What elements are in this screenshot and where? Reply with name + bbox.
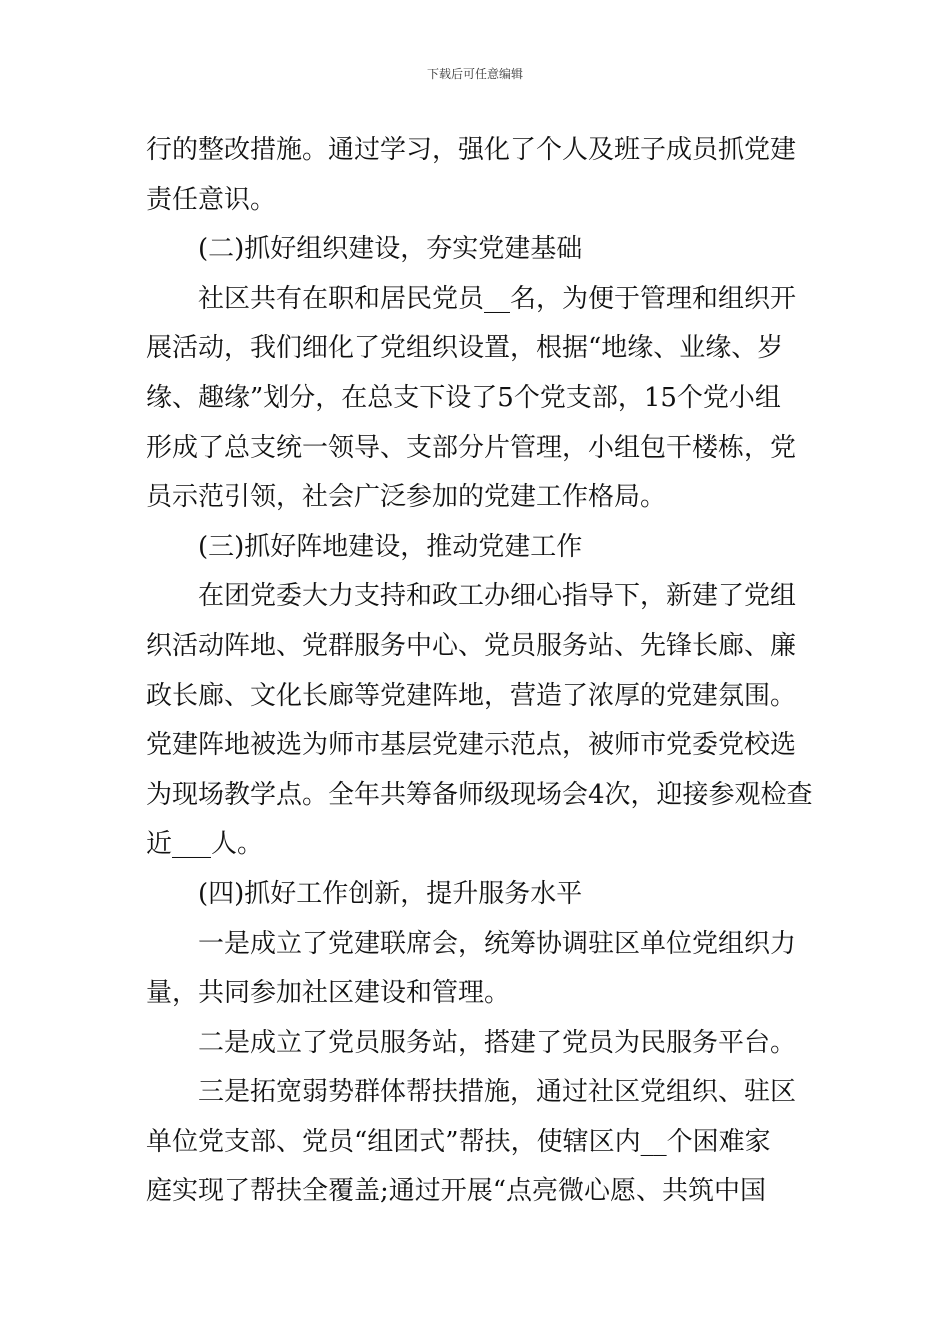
document-body xyxy=(146,126,818,1217)
section-heading: (四)抓好工作创新，提升服务水平 xyxy=(198,878,583,909)
text-line: 二是成立了党员服务站，搭建了党员为民服务平台。 xyxy=(198,1027,797,1058)
text-line: 三是拓宽弱势群体帮扶措施，通过社区党组织、驻区 xyxy=(198,1077,797,1108)
text-line: 党建阵地被选为师市基层党建示范点，被师市党委党校选 xyxy=(146,730,797,761)
text-line: 庭实现了帮扶全覆盖;通过开展“点亮微心愿、共筑中国 xyxy=(146,1176,767,1207)
text-line: 一是成立了党建联席会，统筹协调驻区单位党组织力 xyxy=(198,928,797,959)
text-line: 员示范引领，社会广泛参加的党建工作格局。 xyxy=(146,482,667,513)
text-line: 行的整改措施。通过学习，强化了个人及班子成员抓党建 xyxy=(146,135,797,165)
text-line: 在团党委大力支持和政工办细心指导下，新建了党组 xyxy=(198,581,797,612)
text-line: 单位党支部、党员“组团式”帮扶，使辖区内__个困难家 xyxy=(146,1126,771,1157)
text-line: 为现场教学点。全年共筹备师级现场会4次，迎接参观检查 xyxy=(146,779,813,810)
text-line: 责任意识。 xyxy=(146,184,277,215)
text-line: 近___人。 xyxy=(146,829,264,860)
text-line: 量，共同参加社区建设和管理。 xyxy=(146,978,511,1009)
section-heading: (二)抓好组织建设，夯实党建基础 xyxy=(198,234,583,265)
text-line: 织活动阵地、党群服务中心、党员服务站、先锋长廊、廉 xyxy=(146,630,797,661)
section-heading: (三)抓好阵地建设，推动党建工作 xyxy=(198,531,583,562)
text-line: 展活动，我们细化了党组织设置，根据“地缘、业缘、岁 xyxy=(146,333,784,364)
text-line: 形成了总支统一领导、支部分片管理，小组包干楼栋，党 xyxy=(146,432,797,463)
text-line: 社区共有在职和居民党员__名，为便于管理和组织开 xyxy=(198,283,797,314)
text-line: 政长廊、文化长廊等党建阵地，营造了浓厚的党建氛围。 xyxy=(146,680,797,711)
text-line: 缘、趣缘”划分，在总支下设了5个党支部，15个党小组 xyxy=(146,382,781,413)
page-header: 下载后可任意编辑 xyxy=(426,67,523,81)
